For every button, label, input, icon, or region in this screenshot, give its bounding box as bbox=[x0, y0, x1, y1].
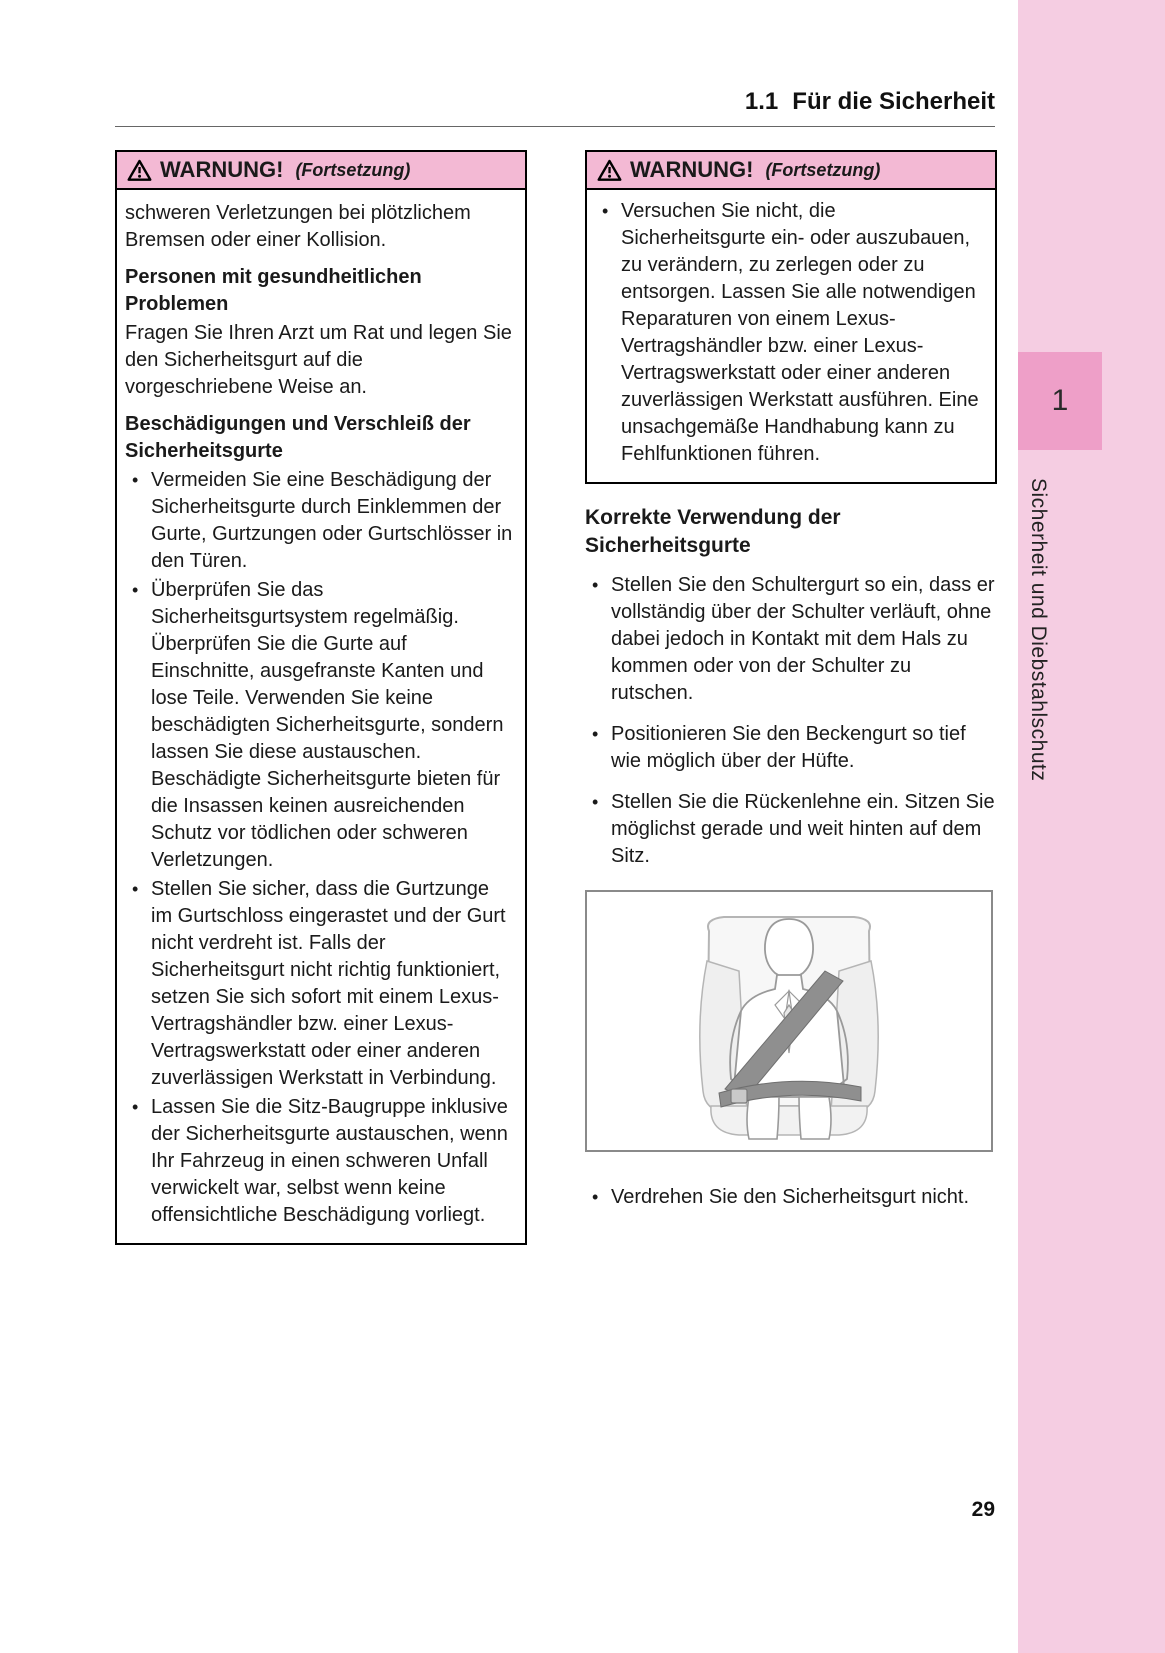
warning-triangle-icon bbox=[597, 159, 622, 182]
page-number: 29 bbox=[971, 1498, 995, 1521]
warning-triangle-icon bbox=[127, 159, 152, 182]
warning-body bbox=[587, 190, 995, 482]
list-item: • Stellen Sie die Rückenlehne ein. Sitzen Sie möglichst gerade und weit hinten auf dem Sitz. bbox=[585, 789, 997, 870]
section-number: 1.1 bbox=[744, 88, 779, 115]
list-item: • Verdrehen Sie den Sicherheitsgurt nicht. bbox=[585, 1184, 997, 1211]
left-column bbox=[115, 150, 527, 1245]
figure-box bbox=[585, 890, 993, 1152]
warning-body bbox=[117, 190, 525, 1243]
paragraph: Fragen Sie Ihren Arzt um Rat und legen Sie den Sicherheitsgurt auf die vorgeschriebene Weise an. bbox=[125, 322, 512, 398]
list-item: • Vermeiden Sie eine Beschädigung der Sicherheitsgurte durch Einklemmen der Gurte, Gurtzungen oder Gurtschlösser in den Türen. bbox=[125, 467, 515, 575]
warning-header bbox=[587, 152, 995, 190]
list-item: • Stellen Sie den Schultergurt so ein, dass er vollständig über der Schulter verläuft, ohne dabei jedoch in Kontakt mit dem Hals zu kommen oder von der Schulter zu rutschen. bbox=[585, 572, 997, 707]
paragraph: schweren Verletzungen bei plötzlichem Bremsen oder einer Kollision. bbox=[125, 202, 471, 251]
list-item: • Überprüfen Sie das Sicherheitsgurtsystem regelmäßig. Überprüfen Sie die Gurte auf Einschnitte, ausgefranste Kanten und lose Teile. Verwenden Sie keine beschädigten Sicherheitsgurte, sondern lassen Sie diese austauschen. Beschädigte Sicherheitsgurte bieten für die Insassen keinen ausreichenden Schutz vor tödlichen oder schweren Verletzungen. bbox=[125, 577, 515, 874]
warning-box-left bbox=[115, 150, 527, 1245]
warning-continuation: (Fortsetzung) bbox=[765, 159, 881, 180]
list-item: • Lassen Sie die Sitz-Baugruppe inklusive der Sicherheitsgurte austauschen, wenn Ihr Fahrzeug in einen schweren Unfall verwickelt war, selbst wenn keine offensichtliche Beschädigung vorliegt. bbox=[125, 1094, 515, 1229]
warning-title: WARNUNG! bbox=[630, 157, 754, 182]
sub-heading: Beschädigungen und Verschleiß der Sicherheitsgurte bbox=[125, 413, 471, 462]
right-column bbox=[585, 150, 997, 1213]
chapter-sidebar bbox=[1018, 0, 1165, 1653]
header-divider bbox=[115, 126, 995, 127]
chapter-title-vertical: Sicherheit und Diebstahlschutz bbox=[1027, 478, 1050, 782]
chapter-tab bbox=[1018, 352, 1102, 450]
list-item: • Stellen Sie sicher, dass die Gurtzunge im Gurtschloss eingerastet und der Gurt nicht verdreht ist. Falls der Sicherheitsgurt nicht richtig funktioniert, setzen Sie sich sofort mit einem Lexus-Vertragshändler bzw. einer Lexus-Vertragswerkstatt oder einer anderen zuverlässigen Werkstatt in Verbindung. bbox=[125, 876, 515, 1092]
warning-title: WARNUNG! bbox=[160, 157, 284, 182]
list-item: • Versuchen Sie nicht, die Sicherheitsgurte ein- oder auszubauen, zu verändern, zu zerlegen oder zu entsorgen. Lassen Sie alle notwendigen Reparaturen von einem Lexus-Vertragshändler bzw. einer Lexus-Vertragswerkstatt oder einer anderen zuverlässigen Werkstatt ausführen. Eine unsachgemäße Handhabung kann zu Fehlfunktionen führen. bbox=[595, 198, 985, 468]
list-item: • Positionieren Sie den Beckengurt so tief wie möglich über der Hüfte. bbox=[585, 721, 997, 775]
warning-continuation: (Fortsetzung) bbox=[295, 159, 411, 180]
sub-heading: Personen mit gesundheitlichen Problemen bbox=[125, 266, 422, 315]
section-title: Für die Sicherheit bbox=[792, 88, 995, 115]
section-heading: Korrekte Verwendung der Sicherheitsgurte bbox=[585, 506, 841, 557]
chapter-number: 1 bbox=[1051, 384, 1069, 417]
page-header bbox=[115, 88, 995, 116]
warning-header bbox=[117, 152, 525, 190]
seatbelt-illustration bbox=[599, 901, 979, 1141]
warning-box-right bbox=[585, 150, 997, 484]
